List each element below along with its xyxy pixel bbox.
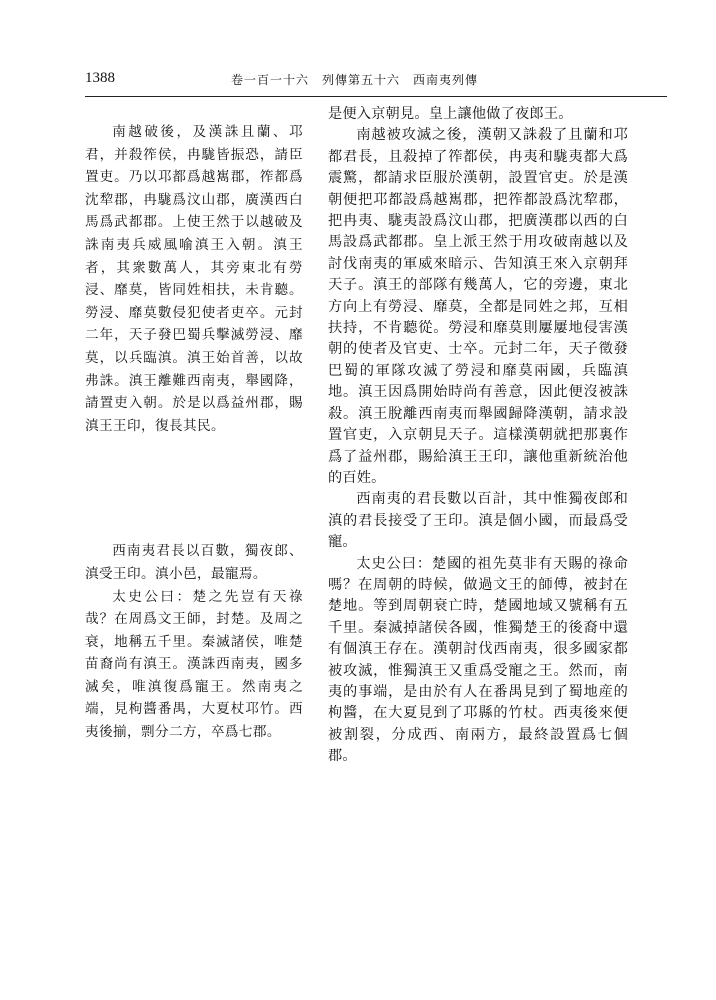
- translation-paragraph: 是便入京朝見。皇上讓他做了夜郎王。: [328, 106, 573, 122]
- original-text-column: [85, 121, 303, 744]
- translation-paragraph: 南越被攻滅之後，漢朝又誅殺了且蘭和邛都君長，且殺掉了筰都侯，冉夷和駹夷都大爲震驚，都請求臣服於漢朝，設置官吏。於是漢朝便把邛都設爲越嶲郡，把筰都設爲沈犂郡，把冉夷、駹夷設爲汶山郡，把廣漢郡以西的白馬設爲武都郡。皇上派王然于用攻破南越以及討伐南夷的軍威來暗示、告知滇王來入京朝拜天子。滇王的部隊有幾萬人，它的旁邊，東北方向上有勞浸、靡莫，全都是同姓之邦，互相扶持，不肯聽從。勞浸和靡莫則屢屢地侵害漢朝的使者及官吏、士卒。元封二年，天子徵發巴蜀的軍隊攻滅了勞浸和靡莫兩國，兵臨滇地。滇王因爲開始時尚有善意，因此便沒被誅殺。滇王脫離西南夷而舉國歸降漢朝，請求設置官吏，入京朝見天子。這樣漢朝就把那裏作爲了益州郡，賜給滇王王印，讓他重新統治他的百姓。: [328, 127, 628, 486]
- header-rule: [85, 96, 667, 97]
- running-title: 卷一百一十六 列傳第五十六 西南夷列傳: [231, 73, 479, 87]
- original-paragraph: 南越破後，及漢誅且蘭、邛君，并殺筰侯，冉駹皆振恐，請臣置吏。乃以邛都爲越嶲郡，筰都爲沈犂郡，冉駹爲汶山郡，廣漢西白馬爲武都郡。上使王然于以越破及誅南夷兵威風喻滇王入朝。滇王者，其衆數萬人，其旁東北有勞浸、靡莫，皆同姓相扶，未肯聽。勞浸、靡莫數侵犯使者吏卒。元封二年，天子發巴蜀兵擊滅勞浸、靡莫，以兵臨滇。滇王始首善，以故弗誅。滇王離難西南夷，舉國降，請置吏入朝。於是以爲益州郡，賜滇王王印，復長其民。: [85, 124, 303, 434]
- paragraph-gap: [85, 437, 303, 540]
- translation-paragraph: 西南夷的君長數以百計，其中惟獨夜郎和滇的君長接受了王印。滇是個小國，而最爲受寵。: [328, 491, 628, 551]
- original-paragraph: 西南夷君長以百數，獨夜郎、滇受王印。滇小邑，最寵焉。: [85, 543, 303, 582]
- translation-paragraph: 太史公曰：楚國的祖先莫非有天賜的祿命嗎？在周朝的時候，做過文王的師傅，被封在楚地。等到周朝衰亡時，楚國地域又號稱有五千里。秦滅掉諸侯各國，惟獨楚王的後裔中還有個滇王存在。漢朝討伐西南夷，很多國家都被攻滅，惟獨滇王又重爲受寵之王。然而，南夷的事端，是由於有人在番禺見到了蜀地産的枸醬，在大夏見到了邛縣的竹杖。西夷後來便被割裂，分成西、南兩方，最終設置爲七個郡。: [328, 555, 628, 765]
- original-paragraph: 太史公曰：楚之先豈有天祿哉？在周爲文王師，封楚。及周之衰，地稱五千里。秦滅諸侯，唯楚苗裔尚有滇王。漢誅西南夷，國多滅矣，唯滇復爲寵王。然南夷之端，見枸醬番禺，大夏杖邛竹。西夷後揃，剽分二方，卒爲七郡。: [85, 588, 303, 741]
- page-number: 1388: [85, 70, 115, 86]
- translation-column: [328, 104, 628, 768]
- page-header: [85, 70, 665, 94]
